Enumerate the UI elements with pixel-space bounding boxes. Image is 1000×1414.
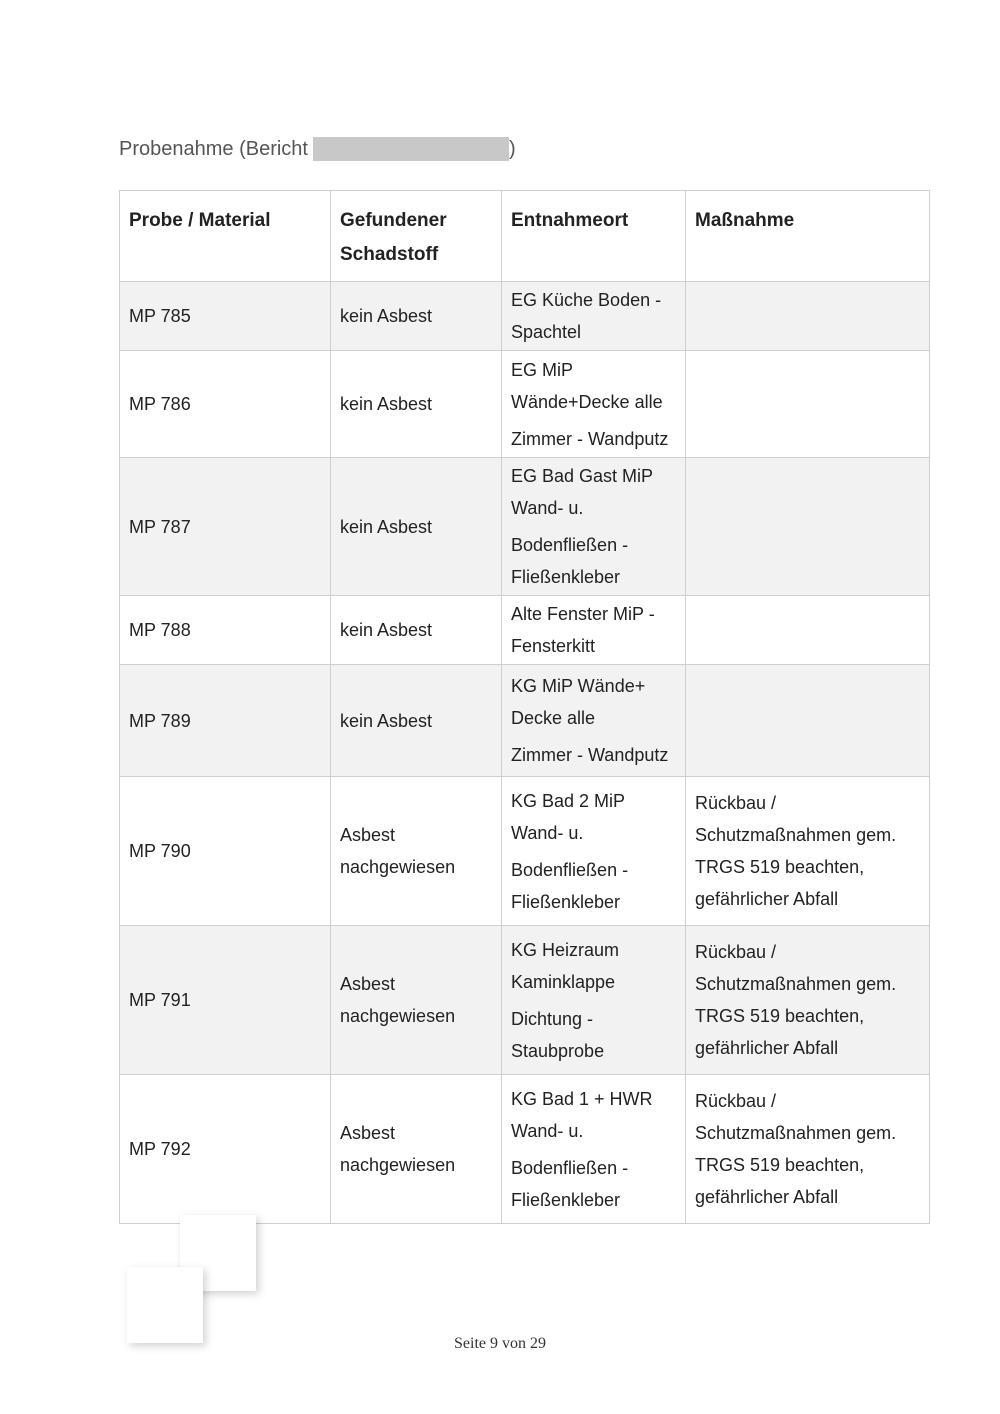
probe-cell: MP 790 — [120, 777, 331, 926]
location-line: EG MiP Wände+Decke alle — [511, 359, 663, 412]
probe-cell: MP 791 — [120, 926, 331, 1075]
probe-cell: MP 788 — [120, 596, 331, 665]
measure-cell — [686, 351, 930, 458]
location-line: EG Küche Boden - Spachtel — [511, 290, 662, 342]
location-line: Zimmer - Wandputz — [511, 745, 669, 765]
measure-cell: Rückbau / Schutzmaßnahmen gem. TRGS 519 beachten, gefährlicher Abfall — [686, 1075, 930, 1224]
probe-cell: MP 792 — [120, 1075, 331, 1224]
table-header-row — [120, 191, 930, 282]
page-number: Seite 9 von 29 — [454, 1335, 546, 1352]
measure-cell: Rückbau / Schutzmaßnahmen gem. TRGS 519 beachten, gefährlicher Abfall — [686, 777, 930, 926]
location-cell — [502, 777, 686, 926]
substance-cell: Asbest nachgewiesen — [331, 777, 502, 926]
column-header: Probe / Material — [120, 191, 331, 282]
column-header: Maßnahme — [686, 191, 930, 282]
location-cell — [502, 665, 686, 777]
measure-cell — [686, 665, 930, 777]
location-line: KG Heizraum Kaminklappe — [511, 939, 620, 992]
substance-cell: Asbest nachgewiesen — [331, 1075, 502, 1224]
table-row — [120, 458, 930, 596]
redaction-box — [313, 137, 509, 161]
measure-cell — [686, 596, 930, 665]
probe-cell: MP 787 — [120, 458, 331, 596]
location-cell — [502, 351, 686, 458]
table-row — [120, 351, 930, 458]
location-line: KG MiP Wände+ Decke alle — [511, 676, 646, 728]
measure-cell: Rückbau / Schutzmaßnahmen gem. TRGS 519 beachten, gefährlicher Abfall — [686, 926, 930, 1075]
location-line: KG Bad 2 MiP Wand- u. — [511, 790, 625, 843]
location-cell — [502, 596, 686, 665]
location-line: Zimmer - Wandputz — [511, 428, 669, 449]
column-header: Gefundener Schadstoff — [331, 191, 502, 282]
column-header: Entnahmeort — [502, 191, 686, 282]
substance-cell: kein Asbest — [331, 351, 502, 458]
location-cell — [502, 282, 686, 351]
table-row — [120, 1075, 930, 1224]
location-line: KG Bad 1 + HWR Wand- u. — [511, 1088, 653, 1141]
substance-cell: Asbest nachgewiesen — [331, 926, 502, 1075]
substance-cell: kein Asbest — [331, 596, 502, 665]
location-cell — [502, 458, 686, 596]
location-line: Bodenfließen - Fließenkleber — [511, 1157, 629, 1210]
table-row — [120, 282, 930, 351]
location-cell — [502, 926, 686, 1075]
location-line: Bodenfließen - Fließenkleber — [511, 859, 629, 912]
section-heading — [119, 137, 516, 161]
sample-table — [119, 190, 930, 1224]
measure-cell — [686, 282, 930, 351]
table-row — [120, 926, 930, 1075]
decorative-square — [127, 1267, 203, 1343]
probe-cell: MP 789 — [120, 665, 331, 777]
location-line: EG Bad Gast MiP Wand- u. — [511, 466, 653, 518]
measure-cell — [686, 458, 930, 596]
location-line: Alte Fenster MiP - Fensterkitt — [511, 604, 655, 656]
heading-text: Probenahme (Bericht — [119, 137, 308, 160]
substance-cell: kein Asbest — [331, 458, 502, 596]
table-row — [120, 596, 930, 665]
location-cell — [502, 1075, 686, 1224]
substance-cell: kein Asbest — [331, 665, 502, 777]
probe-cell: MP 786 — [120, 351, 331, 458]
location-line: Bodenfließen - Fließenkleber — [511, 535, 629, 587]
table-row — [120, 777, 930, 926]
probe-cell: MP 785 — [120, 282, 331, 351]
table-row — [120, 665, 930, 777]
substance-cell: kein Asbest — [331, 282, 502, 351]
heading-close: ) — [508, 137, 516, 160]
location-line: Dichtung - Staubprobe — [511, 1008, 605, 1061]
